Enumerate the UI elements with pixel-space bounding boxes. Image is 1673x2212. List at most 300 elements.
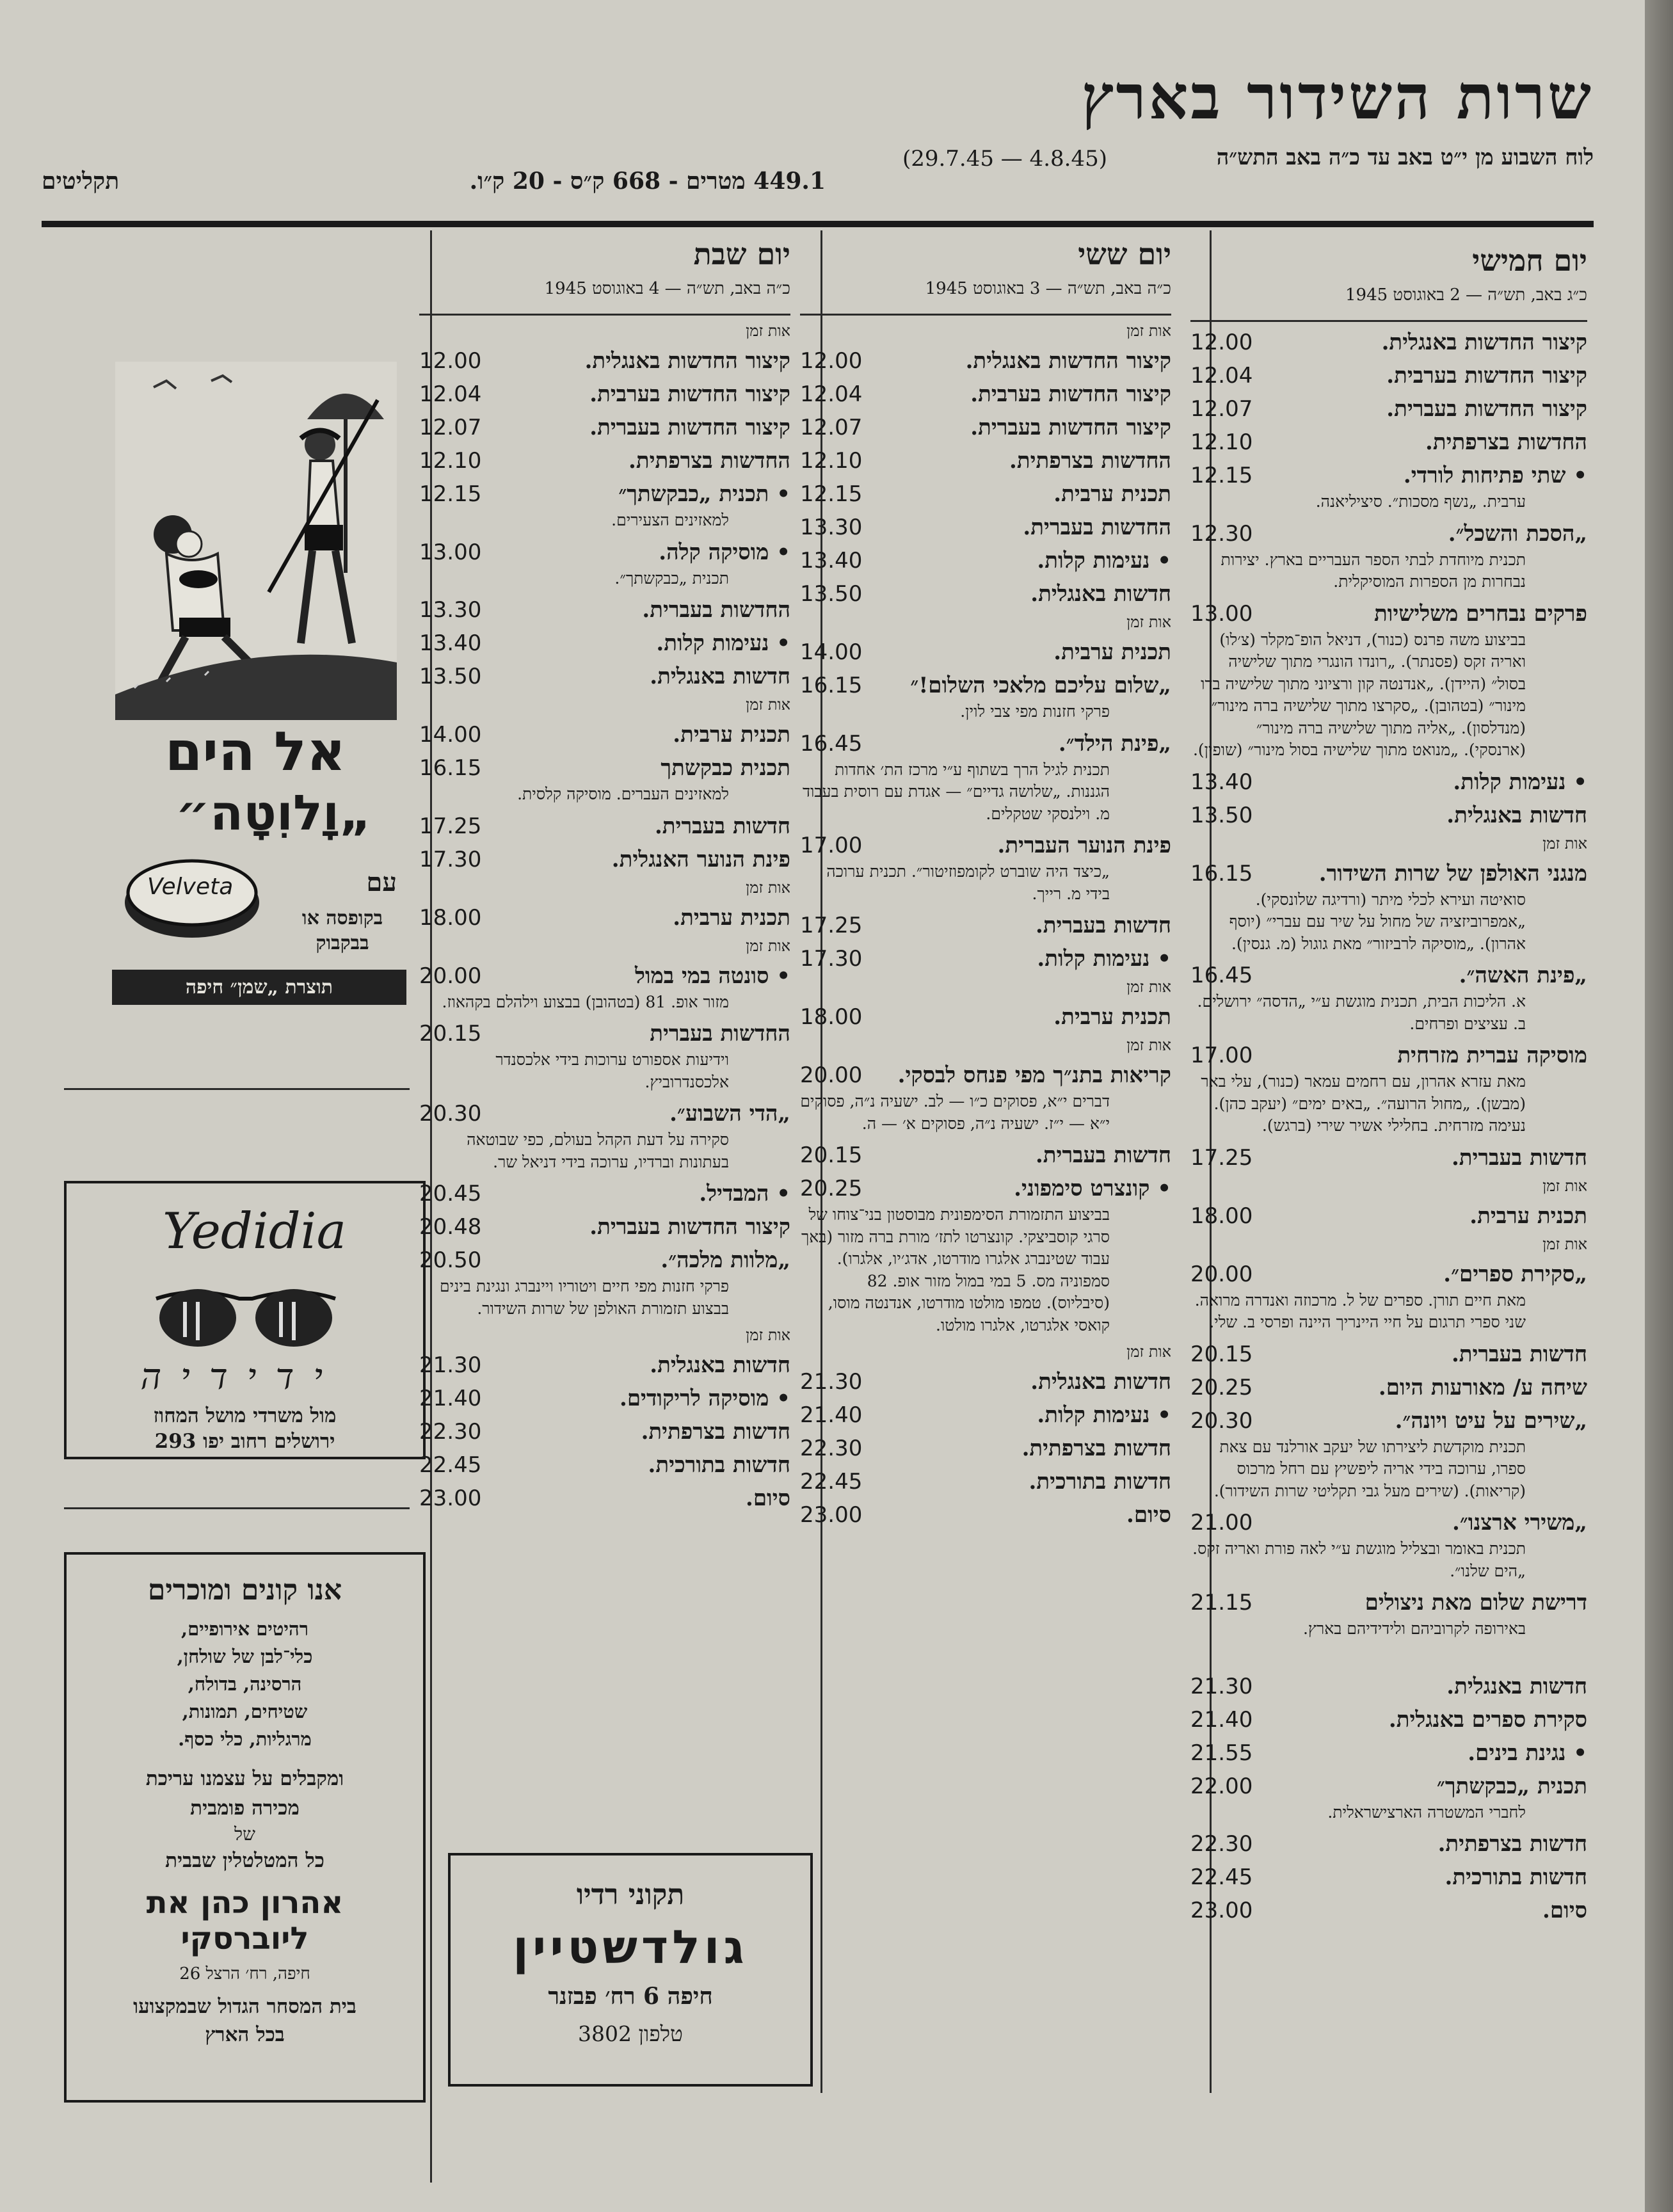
top-rule [42, 221, 1594, 227]
time-signal-label: אות זמן [746, 696, 790, 714]
program-time: 17.25 [419, 813, 482, 839]
velveta-slogan-2: „וָלוִטָה״ [175, 784, 371, 841]
program-title: • סונטה במי במול [634, 963, 790, 989]
program-row [800, 381, 1171, 407]
program-row [1190, 769, 1587, 795]
program-row [419, 415, 790, 440]
program-time: 21.15 [1190, 1590, 1253, 1615]
program-note: סואיטה ועירא לכלי מיתר (ורדיגה שלונסקי). „אמפרוביזציה של מחול על שיר עם עברי״ (יוסף אהרון). „מוסיקה לרביזור״ מאת גוגול (מ. גנסין). [1229, 890, 1526, 953]
program-title: חדשות בעברית. [1451, 1144, 1587, 1171]
program-title: „שלום עליכם מלאכי השלום!״ [910, 673, 1171, 698]
program-title: „הסכת והשכל״. [1448, 520, 1587, 547]
program-time: 12.00 [419, 348, 482, 374]
program-row [800, 639, 1171, 665]
program-time: 13.00 [419, 539, 482, 565]
program-title: • נעימות קלות. [1037, 946, 1171, 972]
program-time: 21.30 [1190, 1673, 1253, 1699]
program-title: פינת הנוער האנגלית. [611, 846, 790, 872]
goldstein-phone: טלפון 3802 [578, 2021, 683, 2046]
program-title: „משירי ארצנו״. [1452, 1510, 1587, 1535]
program-title: חדשות בעברית. [1451, 1341, 1587, 1367]
program-time: 18.00 [800, 1004, 863, 1030]
program-row [1190, 1740, 1587, 1766]
program-title: קיצור החדשות בעברית. [589, 415, 790, 440]
program-time: 13.50 [1190, 802, 1253, 828]
program-title: החדשות בצרפתית. [1009, 448, 1171, 474]
program-note: ערבית. „נשף מסכות״. סיציליאנה. [1315, 492, 1526, 511]
program-title: קיצור החדשות באנגלית. [584, 348, 790, 374]
program-time: 16.45 [800, 730, 863, 757]
time-signal-label: אות זמן [746, 878, 790, 897]
program-title: • שתי פתיחות לורדי. [1403, 463, 1587, 488]
program-title: חדשות בתורכית. [1445, 1864, 1587, 1890]
program-title: החדשות בעברית. [642, 597, 790, 623]
program-title: חדשות באנגלית. [650, 1352, 790, 1378]
yedidia-hebrew-logo: ידידיה [140, 1356, 342, 1398]
program-time: 12.04 [1190, 363, 1253, 389]
program-title: • תכנית „כבקשתך״ [618, 481, 790, 507]
program-note: פרקי חזנות מפי חיים ויטוריו ויינברג ונגינת בינים בבצוע תזמורת האולפן של שרות השידור. [440, 1277, 729, 1318]
program-row [419, 1386, 790, 1411]
program-time: 16.45 [1190, 963, 1253, 988]
program-time: 21.00 [1190, 1510, 1253, 1535]
program-row [419, 755, 790, 781]
program-row [419, 1247, 790, 1273]
program-row [1190, 1831, 1587, 1857]
program-time: 21.30 [419, 1352, 482, 1378]
program-title: חדשות באנגלית. [1030, 581, 1171, 607]
program-time: 18.00 [419, 904, 482, 931]
program-title: קיצור החדשות בערבית. [970, 381, 1171, 407]
program-time: 16.15 [419, 755, 482, 781]
liberski-ad [64, 1552, 426, 2103]
program-title: קיצור החדשות בערבית. [589, 381, 790, 407]
program-title: שיחה ע/ מאורעות היום. [1378, 1374, 1587, 1400]
day-date: כ״ה באב, תש״ה — 3 באוגוסט 1945 [925, 279, 1171, 298]
time-signal-label: אות זמן [1126, 978, 1171, 996]
day-rule [419, 314, 790, 316]
program-title: החדשות בעברית [650, 1021, 790, 1046]
program-row [800, 1369, 1171, 1395]
program-time: 22.30 [800, 1436, 863, 1461]
program-title: תכנית „כבקשתך״ [1436, 1773, 1587, 1799]
program-title: • מוסיקה קלה. [659, 539, 790, 565]
program-time: 13.30 [419, 597, 482, 623]
program-time: 20.00 [1190, 1261, 1253, 1287]
velveta-can-label: Velveta [147, 874, 234, 900]
program-row [419, 448, 790, 474]
page-subtitle: לוח השבוע מן י״ט באב עד כ״ה באב התש״ה [1216, 145, 1594, 170]
program-note: מזור אופ. 81 (בטהובן) בבצוע וילהלם בקהאוז. [442, 992, 729, 1011]
program-row [800, 913, 1171, 938]
program-note: תכנית מוקדשת ליצירתו של יעקב אורלנד עם צאת ספרו, ערוכה בידי אריה ליפשיץ עם רחל מרכוס (קריאות). (שירים מעל גבי תקליטי שרות השידור). [1213, 1437, 1526, 1500]
program-note: מאת עזרא אהרון, עם רחמים עמאר (כנור), עלי באר (מבשן). „מחול הרועה״. „באים ימים״ (יעקב כהן). נעימה מזרחית. בחלילי אשיר שירי (ברגש). [1201, 1072, 1526, 1135]
program-row [419, 1181, 790, 1206]
program-row [419, 1214, 790, 1240]
time-signal-label: אות זמן [1126, 322, 1171, 340]
program-title: החדשות בצרפתית. [628, 448, 790, 474]
program-row [1190, 1864, 1587, 1890]
program-row [800, 581, 1171, 607]
program-row [419, 481, 790, 507]
program-note: למאזינים הצעירים. [611, 511, 729, 529]
program-row [419, 847, 790, 872]
program-title: דרישת שלום מאת ניצולים [1365, 1590, 1587, 1615]
program-time: 12.00 [1190, 330, 1253, 355]
program-title: תכנית ערבית. [1053, 1004, 1171, 1030]
program-time: 22.45 [419, 1452, 482, 1478]
time-signal-label: אות זמן [1542, 1235, 1587, 1253]
program-time: 20.15 [1190, 1341, 1253, 1367]
program-time: 12.00 [800, 348, 863, 374]
time-signal-label: אות זמן [746, 936, 790, 955]
frequency-line: 449.1 מטרים - 668 ק״ס - 20 ק״ו. [469, 168, 826, 195]
day-rule [800, 314, 1171, 316]
program-row [419, 1101, 790, 1126]
program-row [800, 515, 1171, 540]
program-title: מנגני האולפן של שרות השידור. [1318, 860, 1587, 886]
program-time: 12.15 [800, 481, 863, 507]
program-title: תכנית ערבית. [1053, 639, 1171, 665]
program-note: מאת חיים תורן. ספרים של ל. מרכוזה ואנדרה מרואה. שני ספרי תרגום על חיי היינריך היינה ופרסי ב. שלי. [1194, 1290, 1526, 1331]
program-row [800, 415, 1171, 440]
program-row [419, 381, 790, 407]
program-time: 14.00 [419, 722, 482, 748]
program-title: • נעימות קלות. [1453, 769, 1587, 795]
page-title: שרות השידור בארץ [1081, 61, 1594, 133]
time-signal-label: אות זמן [1542, 834, 1587, 853]
program-title: „הדי השבוע״. [669, 1101, 790, 1126]
program-title: תכנית ערבית. [1053, 481, 1171, 507]
program-time: 21.40 [419, 1386, 482, 1411]
program-title: חדשות בצרפתית. [1437, 1831, 1587, 1857]
liberski-item-list [79, 1618, 410, 1751]
program-row [419, 1452, 790, 1478]
program-note: תכנית לגיל הרך בשתוף ע״י מרכז הת׳ אחדות הגננות. „שלושה גדיים״ — אגדת עם רוסית בעבוד מ. וילנסקי שטקלים. [802, 760, 1110, 823]
program-row [419, 905, 790, 931]
program-row [1190, 601, 1587, 627]
time-signal-label: אות זמן [746, 1326, 790, 1344]
day-date: כ״ג באב, תש״ה — 2 באוגוסט 1945 [1345, 285, 1587, 305]
liberski-item: הרסינה, בדולח, [188, 1673, 302, 1695]
program-row [800, 1469, 1171, 1495]
program-time: 13.00 [1190, 600, 1253, 627]
program-title: פרקים נבחרים משלישיות [1373, 600, 1587, 627]
day-column-friday [800, 237, 1171, 1528]
program-title: חדשות בתורכית. [648, 1452, 790, 1478]
program-time: 22.45 [800, 1469, 863, 1495]
program-time: 13.50 [419, 664, 482, 689]
sunglasses-icon [150, 1279, 342, 1350]
goldstein-ad [448, 1853, 813, 2087]
liberski-item: שטיחים, תמונות, [182, 1701, 308, 1722]
program-title: חדשות בתורכית. [1029, 1469, 1171, 1495]
program-note: למאזינים העברים. מוסיקה קלסית. [517, 785, 729, 803]
day-heading: יום חמישי [1472, 243, 1587, 278]
liberski-mid-2: מכירה פומבית [190, 1797, 300, 1820]
program-row [1190, 1203, 1587, 1229]
day-heading: יום שבת [693, 237, 790, 271]
program-title: סיום. [745, 1486, 790, 1511]
program-title: חדשות באנגלית. [650, 664, 790, 689]
program-title: „פינת האשה״. [1459, 963, 1587, 988]
date-range: (29.7.45 — 4.8.45) [902, 146, 1107, 172]
program-title: חדשות בצרפתית. [641, 1419, 790, 1445]
time-signal-label: אות זמן [1126, 1343, 1171, 1361]
page-edge [1645, 0, 1673, 2212]
program-time: 17.30 [419, 846, 482, 872]
liberski-footer-1: בית המסחר הגדול שבמקצועו [133, 1995, 356, 2018]
program-title: • מוסיקה לריקודים. [619, 1386, 790, 1411]
program-title: • נגינת בינים. [1468, 1740, 1587, 1766]
program-time: 16.15 [1190, 860, 1253, 886]
ad-separator [64, 1507, 410, 1509]
day-heading: יום ששי [1078, 237, 1171, 271]
program-title: „פינת הילד״. [1058, 730, 1171, 757]
program-note: לחברי המשטרה הארצישראלית. [1327, 1802, 1526, 1822]
program-row [419, 722, 790, 748]
program-row [419, 1486, 790, 1511]
program-note: באירופה לקרוביהם ולידידיהם בארץ. [1302, 1619, 1526, 1638]
day-rule [1190, 320, 1587, 322]
program-row [1190, 1262, 1587, 1287]
program-time: 23.00 [419, 1486, 482, 1511]
program-row [1190, 963, 1587, 988]
program-time: 20.50 [419, 1247, 482, 1273]
program-title: קיצור החדשות בעברית. [970, 415, 1171, 440]
program-time: 20.15 [800, 1142, 863, 1168]
program-time: 20.00 [419, 963, 482, 989]
program-time: 17.25 [800, 913, 863, 938]
program-title: סיום. [1542, 1898, 1587, 1923]
program-note: דברים י״א, פסוקים כ״ו — לב. ישעיה נ״ה, פסוקים י״א — י״ז. ישעיה נ״ה, פסוקים א׳ — ה. [800, 1092, 1110, 1133]
program-time: 21.55 [1190, 1740, 1253, 1766]
program-row [800, 1402, 1171, 1428]
program-time: 20.25 [1190, 1374, 1253, 1400]
program-title: „סקירת ספרים״. [1443, 1261, 1587, 1287]
program-row [800, 731, 1171, 757]
program-time: 12.10 [1190, 429, 1253, 455]
program-title: חדשות באנגלית. [1030, 1369, 1171, 1395]
program-title: חדשות בצרפתית. [1021, 1436, 1171, 1461]
program-row [800, 1436, 1171, 1461]
program-row [1190, 330, 1587, 355]
program-row [419, 1352, 790, 1378]
program-time: 12.04 [800, 381, 863, 407]
program-row [800, 673, 1171, 698]
liberski-mid-3: של [234, 1823, 255, 1845]
program-title: תכנית ערבית. [673, 722, 790, 748]
program-row [1190, 429, 1587, 455]
program-row [800, 448, 1171, 474]
program-time: 17.00 [800, 833, 863, 858]
program-title: החדשות בעברית. [1023, 515, 1171, 540]
program-title: תכנית ערבית. [673, 904, 790, 931]
program-title: תכנית ערבית. [1469, 1203, 1587, 1229]
program-note: „כיצד היה שוברט לקומפוזיטור״. תכנית ערוכה בידי מ. רייך. [826, 862, 1110, 903]
program-title: קיצור החדשות באנגלית. [965, 348, 1171, 374]
program-row [1190, 363, 1587, 389]
program-row [1190, 521, 1587, 547]
program-title: • נעימות קלות. [1037, 548, 1171, 573]
program-note: בביצוע משה פרנס (כנור), דניאל הופ־מקלר (צ׳לו) ואריה זקס (פסנתר). „רונדו הונגרי מתוך שלישיה בסול״ (היידן). „אנדנטה קון ורציוני מתוך שלישיה בדו מינור״ (בטהובן). „סקרצו מתוך שלישיה ברה מינור״ (מנדלסון). „אליה מתוך שלישיה ברה מינור״ (ארנסקי). „מנואט מתוך שלישיה בסול מינור״ (שופין). [1192, 630, 1526, 759]
liberski-item: מרגליות, כלי כסף. [178, 1728, 312, 1750]
program-title: סיום. [1126, 1502, 1171, 1528]
program-time: 23.00 [1190, 1898, 1253, 1923]
program-title: „מלוות מלכה״. [660, 1247, 790, 1273]
program-time: 21.40 [1190, 1706, 1253, 1733]
program-row [419, 664, 790, 689]
program-title: חדשות באנגלית. [1446, 1673, 1587, 1699]
program-time: 20.45 [419, 1181, 482, 1206]
program-title: קיצור החדשות בערבית. [1386, 363, 1587, 389]
ad-separator [64, 1088, 410, 1090]
program-note: וידיעות אספורט ערוכות בידי אלכסנדר אלכסנדרוביץ. [495, 1050, 729, 1091]
program-title: מוסיקה עברית מזרחית [1397, 1043, 1587, 1068]
program-time: 12.10 [800, 448, 863, 474]
program-row [419, 1021, 790, 1046]
program-row [800, 1176, 1171, 1201]
program-row [419, 630, 790, 656]
program-note: א. הליכות הבית, תכנית מוגשת ע״י „הדסה״ ירושלים. ב. עציצים ופרחים. [1197, 992, 1526, 1033]
program-title: קיצור החדשות באנגלית. [1381, 330, 1587, 355]
liberski-item: רהיטים אירופיים, [181, 1618, 308, 1640]
yedidia-address-1: מול משרדי מושל המחוז [153, 1404, 337, 1427]
program-time: 12.07 [419, 415, 482, 440]
program-time: 18.00 [1190, 1203, 1253, 1229]
program-time: 16.15 [800, 673, 863, 698]
liberski-address: חיפה, רח׳ הרצל 26 [179, 1964, 310, 1984]
program-note: תכנית מיוחדת לבתי הספר העבריים בארץ. יצירות נבחרות מן הספרות המוסיקלית. [1221, 550, 1526, 591]
velveta-pack-text: בקופסה או בבקבוק [301, 907, 383, 954]
program-time: 17.00 [1190, 1043, 1253, 1068]
program-time: 20.15 [419, 1021, 482, 1046]
program-row [1190, 1375, 1587, 1400]
program-title: קיצור החדשות בעברית. [589, 1214, 790, 1240]
program-time: 17.25 [1190, 1144, 1253, 1171]
program-time: 20.30 [1190, 1407, 1253, 1434]
program-time: 22.00 [1190, 1773, 1253, 1799]
day-column-thursday [1190, 243, 1587, 1923]
program-title: חדשות בעברית. [654, 813, 790, 839]
program-title: • המבדיל. [699, 1181, 790, 1206]
program-time: 20.48 [419, 1214, 482, 1240]
day-column-saturday [419, 237, 790, 1511]
program-row [800, 1502, 1171, 1528]
program-note: תכנית באומר ובצליל מוגשת ע״י לאה פורת ואריה זקס. „הים שלנו״. [1192, 1539, 1526, 1580]
program-title: • נעימות קלות. [1037, 1402, 1171, 1428]
program-time: 12.10 [419, 448, 482, 474]
program-row [1190, 396, 1587, 422]
program-time: 20.30 [419, 1101, 482, 1126]
program-row [1190, 803, 1587, 828]
program-time: 21.40 [800, 1402, 863, 1428]
program-time: 23.00 [800, 1502, 863, 1528]
program-title: קיצור החדשות בעברית. [1386, 396, 1587, 422]
liberski-title: אנו קונים ומוכרים [147, 1574, 342, 1607]
program-row [419, 1419, 790, 1445]
liberski-footer-2: בכל הארץ [205, 2023, 285, 2046]
program-row [1190, 1774, 1587, 1799]
program-time: 14.00 [800, 639, 863, 665]
program-title: „שירים על עיט ויונה״. [1395, 1407, 1587, 1434]
yedidia-address-2: ירושלים רחוב יפו 293 [154, 1430, 335, 1453]
yedidia-ad [64, 1181, 426, 1459]
program-row [1190, 1043, 1587, 1068]
program-row [800, 1004, 1171, 1030]
velveta-maker: תוצרת „שמן״ חיפה [112, 970, 406, 1005]
program-row [800, 946, 1171, 972]
program-row [800, 1062, 1171, 1088]
program-row [1190, 1408, 1587, 1434]
program-time: 12.07 [1190, 396, 1253, 422]
program-title: • קונצרט סימפוני. [1014, 1176, 1171, 1201]
program-row [1190, 1145, 1587, 1171]
program-title: חדשות בעברית. [1035, 1142, 1171, 1168]
goldstein-address: חיפה 6 רח׳ פבזנר [548, 1983, 713, 2010]
program-row [419, 348, 790, 374]
program-time: 17.30 [800, 946, 863, 972]
program-row [800, 481, 1171, 507]
goldstein-line-1: תקוני רדיו [576, 1879, 685, 1911]
time-signal-label: אות זמן [1126, 1036, 1171, 1054]
program-title: חדשות באנגלית. [1446, 802, 1587, 828]
goldstein-name: גולדשטיין [513, 1920, 748, 1974]
program-row [1190, 1707, 1587, 1733]
program-row [1190, 1674, 1587, 1699]
program-time: 12.04 [419, 381, 482, 407]
time-signal-label [1190, 1647, 1587, 1666]
program-title: סקירת ספרים באנגלית. [1388, 1706, 1587, 1733]
velveta-slogan-1: אל הים [164, 720, 346, 783]
program-time: 12.15 [419, 481, 482, 507]
time-signal-label: אות זמן [1542, 1176, 1587, 1195]
program-row [1190, 1510, 1587, 1535]
program-row [800, 833, 1171, 858]
program-time: 13.50 [800, 581, 863, 607]
program-row [419, 540, 790, 565]
velveta-slogan-3: עם [366, 867, 397, 897]
program-time: 12.15 [1190, 463, 1253, 488]
program-row [1190, 1342, 1587, 1367]
program-row [419, 597, 790, 623]
program-time: 22.30 [419, 1419, 482, 1445]
program-row [800, 348, 1171, 374]
program-row [1190, 1898, 1587, 1923]
program-row [1190, 463, 1587, 488]
program-title: • נעימות קלות. [656, 630, 790, 656]
program-time: 13.40 [419, 630, 482, 656]
program-note: סקירה על דעת הקהל בעולם, כפי שבוטאה בעתונות וברדיו, ערוכה בידי דניאל שר. [467, 1130, 729, 1171]
liberski-mid-4: כל המטלטלין שבבית [165, 1849, 324, 1872]
program-row [1190, 1590, 1587, 1615]
program-row [419, 963, 790, 989]
program-title: תכנית כבקשתך [660, 755, 790, 781]
velveta-ad [115, 362, 397, 1008]
program-row [800, 1142, 1171, 1168]
time-signal-label: אות זמן [746, 322, 790, 340]
program-time: 13.40 [800, 548, 863, 573]
brand-label: תקליטים [42, 168, 120, 195]
program-title: פינת הנוער העברית. [997, 833, 1171, 858]
liberski-name: אהרון כהן את ליוברסקי [146, 1885, 344, 1957]
program-row [419, 813, 790, 839]
program-row [800, 548, 1171, 573]
program-time: 12.07 [800, 415, 863, 440]
yedidia-logo: Yedidia [163, 1203, 347, 1260]
program-row [1190, 861, 1587, 886]
program-title: חדשות בעברית. [1035, 913, 1171, 938]
